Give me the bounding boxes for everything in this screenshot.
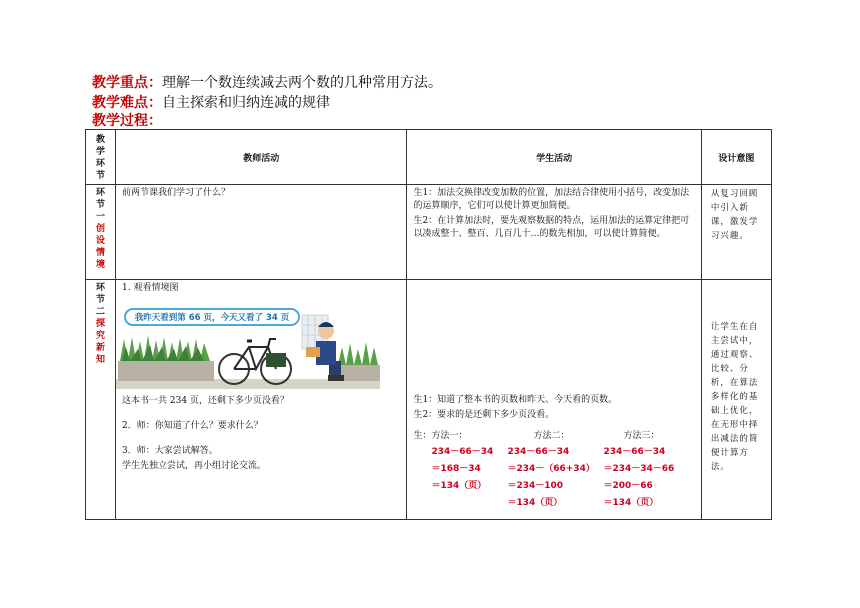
intent-text: 让学生在自主尝试中，通过观察、比较、分析，在算法多样化的基础上优化，在无形中择出减法的简便计算方法。 (710, 322, 759, 472)
method-two-step: ＝234－（66+34） (507, 464, 595, 474)
focus-label: 教学重点： (92, 75, 162, 91)
teacher-cell (116, 280, 407, 520)
method-three-label: 方法三： (623, 431, 660, 441)
teaching-process (92, 112, 162, 130)
intent-text: 从复习回顾中引入新课，激发学习兴趣。 (710, 189, 759, 241)
table-header-row (86, 130, 772, 185)
stage-label: 环节二 (96, 283, 106, 317)
teacher-step-3: 3．师：大家尝试解答。 (122, 446, 218, 456)
student-answer-1: 生1：知道了整本书的页数和昨天、今天看的页数。 (413, 395, 618, 405)
scene-illustration (116, 297, 380, 389)
lesson-table (85, 129, 772, 520)
process-label: 教学过程： (92, 113, 162, 129)
method-two-step: 234－66－34 (507, 447, 570, 457)
method-one-step: 234－66－34 (431, 447, 494, 457)
stage-title: 创设情境 (96, 224, 106, 270)
difficulty-label: 教学难点： (92, 95, 162, 111)
student-cell (407, 280, 701, 520)
student-answer-1: 生1：加法交换律改变加数的位置，加法结合律使用小括号，改变加法的运算顺序，它们可以使计算更加简便。 (413, 188, 690, 211)
table-row (86, 280, 772, 520)
stage-cell (86, 280, 116, 520)
stage-cell (86, 185, 116, 280)
teacher-step-2: 2．师：你知道了什么？要求什么？ (122, 421, 263, 431)
method-one-step: ＝168－34 (431, 464, 481, 474)
method-two-step: ＝134（页） (507, 498, 563, 508)
method-two-step: ＝234－100 (507, 481, 564, 491)
stage-title: 探究新知 (96, 319, 106, 365)
student-cell (407, 185, 701, 280)
teacher-text: 前两节课我们学习了什么？ (122, 188, 231, 198)
difficulty-text: 自主探索和归纳连减的规律 (162, 95, 330, 111)
teacher-cell (116, 185, 407, 280)
student-answer-2: 生2：在计算加法时，要先观察数据的特点，运用加法的运算定律把可以凑成整十、整百、几百几十…的数先相加，可以使计算简便。 (413, 216, 690, 239)
intent-cell (701, 185, 771, 280)
method-three-step: ＝234－34－66 (603, 464, 675, 474)
focus-text: 理解一个数连续减去两个数的几种常用方法。 (162, 75, 442, 91)
teacher-note: 学生先独立尝试，再小组讨论交流。 (122, 461, 267, 471)
teacher-question: 这本书一共 234 页，还剩下多少页没看？ (122, 396, 289, 406)
table-row (86, 185, 772, 280)
header-student: 学生活动 (407, 130, 701, 185)
method-one-step: ＝134（页） (431, 481, 487, 491)
teacher-step-1: 1. 观看情境图 (122, 283, 179, 293)
header-teacher: 教师活动 (116, 130, 407, 185)
teaching-difficulty (92, 94, 330, 112)
method-three (603, 428, 674, 512)
student-answer-2: 生2：要求的是还剩下多少页没看。 (413, 410, 555, 420)
stage-label: 环节一 (96, 188, 106, 222)
method-one (413, 428, 493, 495)
header-intent: 设计意图 (701, 130, 771, 185)
method-one-label: 生：方法一： (413, 431, 468, 441)
teaching-focus (92, 74, 442, 92)
header-stage: 教学环节 (86, 130, 116, 185)
method-two (507, 428, 594, 512)
speech-bubble: 我昨天看到第 66 页，今天又看了 34 页 (124, 308, 300, 326)
calculation-methods (407, 428, 700, 512)
intent-cell (701, 280, 771, 520)
method-two-label: 方法二： (533, 431, 570, 441)
method-three-step: ＝134（页） (603, 498, 659, 508)
method-three-step: 234－66－34 (603, 447, 666, 457)
method-three-step: ＝200－66 (603, 481, 653, 491)
